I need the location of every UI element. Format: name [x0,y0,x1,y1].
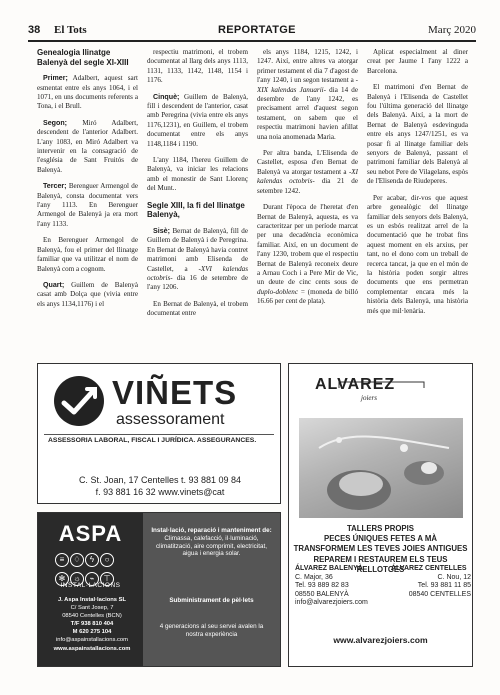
aspa-pellets: Subministrament de pèl·lets [169,597,254,604]
aspa-experience-note: 4 generacions al seu servei avalen la nostra experiència [159,623,264,638]
article-paragraph: Quart; Guillem de Balenyà casat amb Dolça que (vivia entre els anys 1134,1176) i el [37,280,138,308]
vinets-advertisement [37,363,281,504]
aspa-contact-panel [38,513,143,666]
alvarez-brand-name: ALVAREZ [315,376,396,393]
generation-label: Sisè; [153,226,170,235]
article-paragraph: els anys 1184, 1215, 1242, i 1247. Així, entre altres va atorgar primer testament el dia 7 d'agost de l'any 1240, i un segon testament a -XIX kalendas Januarii- dia 14 de desembre de l'any 1242, es precisament arrel d'aquest segon testament, on sabem que el respectiu matrimoni havien afillat una noia anomenada Maria. [257,48,358,141]
article-paragraph: Aplicat especialment al diner creat per Jaume I l'any 1222 a Barcelona. [367,48,468,75]
article-paragraph: Segon; Miró Adalbert, descendent de l'anterior Adalbert. L'any 1083, en Miró Adalbert va intervenir en la consagració de l'església de Sant Fruitós de Balenyà. [37,118,138,174]
aspa-mobile: M 620 275 104 [72,629,112,636]
alvarez-line-1: TALLERS PROPIS [346,524,414,533]
fan-icon: ✻ [55,572,69,586]
page-number: 38 [28,24,41,36]
store-city: 08550 BALENYÀ [295,590,349,598]
vinets-fax-web: f. 93 881 16 32 www.vinets@cat [95,487,225,497]
plug-icon: ⌁ [85,572,99,586]
header-rule [28,40,476,42]
aspa-services-title: Instal·lació, reparació i manteniment de: [151,527,272,534]
alvarez-line-3: TRANSFORMEM LES TEVES JOIES ANTIGUES [293,544,468,554]
flame-icon: ϟ [85,553,99,567]
latin-date: -XIX kalendas Januarii- [257,76,358,94]
article-paragraph: En Bernat de Balenyà, el trobem documentat entre [147,299,248,318]
aspa-phone: T/F 938 810 404 [70,621,114,628]
aspa-services-panel [143,513,280,666]
article-paragraph: Per acabar, dir-vos que aquest arbre genealògic del llinatge familiar dels senyors dels Balenyà, es un esbós realitzat arrel de la documentació que he trobat fins aquest moment en els arxius, per tant, no el dono com un treball de recerca tancat, ja que en el món de la història poden sorgir altres documents que ens permetran complementar encara més la història dels Balenyà, una història més que mil·lenària. [367,193,468,315]
generation-label: Segon; [43,118,68,127]
generation-label: Cinquè; [153,92,180,101]
drop-icon: ♢ [70,553,84,567]
generation-label: Tercer; [43,182,67,191]
aspa-company: J. Aspa Instal·lacions SL [57,597,127,603]
article-paragraph: Sisè; Bernat de Balenyà, fill de Guillem de Balenyà i de Peregrina. En Bernat de Balenyà havia contret matrimoni amb Elisenda de Castellet, a -XVI kalendas octobris- dia 16 de setembre de l'any 1206. [147,226,248,292]
article-column-4 [367,48,468,345]
alvarez-store-centelles [391,565,471,599]
aspa-address-block [44,596,140,653]
article-paragraph: Cinquè; Guillem de Balenyà, fill i descendent de l'anterior, casat amb Peregrina (vivia entre els anys 1176,1231), en Guillem, el trobem documentat entre els anys 1148,1184 i 1190. [147,92,248,148]
radiator-icon: ≡ [55,553,69,567]
vinets-services: ASSESSORIA LABORAL, FISCAL I JURÍDICA. ASSEGURANCES. [48,437,257,444]
aspa-services-list: Climassa, calefacció, il·luminació, climatització, aire comprimit, electricitat, aigua i energia solar. [156,534,267,558]
store-phone: Tel. 93 889 82 83 [295,582,349,590]
section-heading: Segle XIII, la fi del llinatge Balenyà, [147,200,245,220]
vinets-contact-block [52,474,268,498]
jewelry-photo [299,418,463,518]
article-paragraph: El matrimoni d'en Bernat de Balenyà i l'Elisenda de Castellet fou l'última generació del llinatge dels Balenyà. Així, a la mort de Bernat de Balenyà esdevinguda entre els anys 1247/1251, es va posar fi al llinatge familiar dels senyors de Balenyà, passant el patrimoni familiar dels Balenyà al seu nebot Pere de Vilagelans, espòs de l'Elisenda de Riudeperes. [367,83,468,186]
vinets-divider [44,434,274,435]
article-paragraph: En Berenguer Armengol de Balenyà, fou el primer del llinatge familiar que va utilitzar el nom de Balenyà com a cognom. [37,236,138,273]
aspa-web: www.aspainstallacions.com [53,645,131,652]
aspa-city: 08540 Centelles (BCN) [62,613,122,620]
article-paragraph: Tercer; Berenguer Armengol de Balenyà, consta documentat vers l'any 1113. En Berenguer Armengol de Balenyà ja era mort l'any 1133. [37,182,138,228]
aspa-advertisement [37,512,281,667]
page-header [28,24,476,40]
alvarez-tagline: joiers [361,394,377,402]
article-paragraph: Per altra banda, L'Elisenda de Castellet, esposa d'en Bernat de Balenyà va atorgar testament a -XI kalendas octobris- dia 21 de setembre 1242. [257,149,358,195]
aspa-tagline: INSTAL·LACIONS [60,582,121,589]
generation-label: Primer; [43,74,68,83]
magazine-title: El Tots [54,24,87,36]
latin-date: duplo-doblenc [257,287,298,296]
issue-date: Març 2020 [428,24,476,36]
alvarez-line-2: PECES ÚNIQUES FETES A MÀ [324,534,437,544]
section-heading: Genealogia llinatge Balenyà del segle XI-XIII [37,48,129,67]
store-email: info@alvarezjoiers.com [295,599,368,607]
vinets-brand-name: VIÑETS [112,374,238,411]
latin-date: -XI kalendas octobris- [257,167,358,186]
alvarez-line-4: REPAREM I RESTAUREM ELS TEUS RELLOTGES [313,554,448,574]
section-title: REPORTATGE [218,24,296,36]
vinets-address: C. St. Joan, 17 Centelles t. 93 881 09 84 [78,475,242,485]
alvarez-store-balenya [295,565,391,608]
store-name: ÁLVAREZ BALENYÀ [295,565,363,572]
aspa-street: C/ Sant Josep, 7 [70,605,114,612]
vinets-subtitle: assessorament [116,411,225,428]
store-name: ÁLVAREZ CENTELLES [391,565,467,572]
article-column-2 [147,48,248,345]
check-arrow-icon [54,376,104,426]
aspa-services-block [151,527,272,558]
article-column-3 [257,48,358,345]
aspa-email: info@aspainstallacions.com [56,637,128,644]
alvarez-advertisement [288,363,473,667]
article-paragraph: L'any 1184, l'hereu Guillem de Balenyà, va iniciar les relacions amb el monestir de Sant Llorenç del Munt.. [147,156,248,193]
tap-icon: ⊤ [100,572,114,586]
store-street: C. Major, 36 [295,573,333,581]
sun-icon: ☼ [70,572,84,586]
store-street: C. Nou, 12 [437,573,471,581]
generation-label: Quart; [43,280,65,289]
article-paragraph: Primer; Adalbert, aquest sart esmentat entre els anys 1064, i el 1071, en uns documents referents a Tona, i el Brull. [37,74,138,111]
article-column-1 [37,48,138,345]
article-paragraph: Durant l'època de l'heretat d'en Bernat de Balenyà, aquesta, es va caracteritzar per un període marcat per una decadència econòmica familiar. Així, en un document de l'any 1230, trobem que el respectiu Bernat de Balenyà reconeix deure a Arnau Coch i a Pere Mir de Vic, un deute de cinc cents sous de duplo-doblenc = (moneda de billó 16.66 per cent de plata). [257,203,358,306]
aspa-brand-name: ASPA [58,521,123,546]
article-paragraph: respectiu matrimoni, el trobem documentat al llarg dels anys 1113, 1131, 1133, 1142, 1148, 1154 i 1176. [147,48,248,85]
aspa-service-icons [55,549,127,583]
bulb-icon: ○ [100,553,114,567]
alvarez-website: www.alvarezjoiers.com [333,635,428,645]
store-phone: Tel. 93 881 11 85 [417,582,471,590]
latin-date: -XVI kalendas octobris- [147,264,248,282]
store-city: 08540 CENTELLES [408,590,471,598]
